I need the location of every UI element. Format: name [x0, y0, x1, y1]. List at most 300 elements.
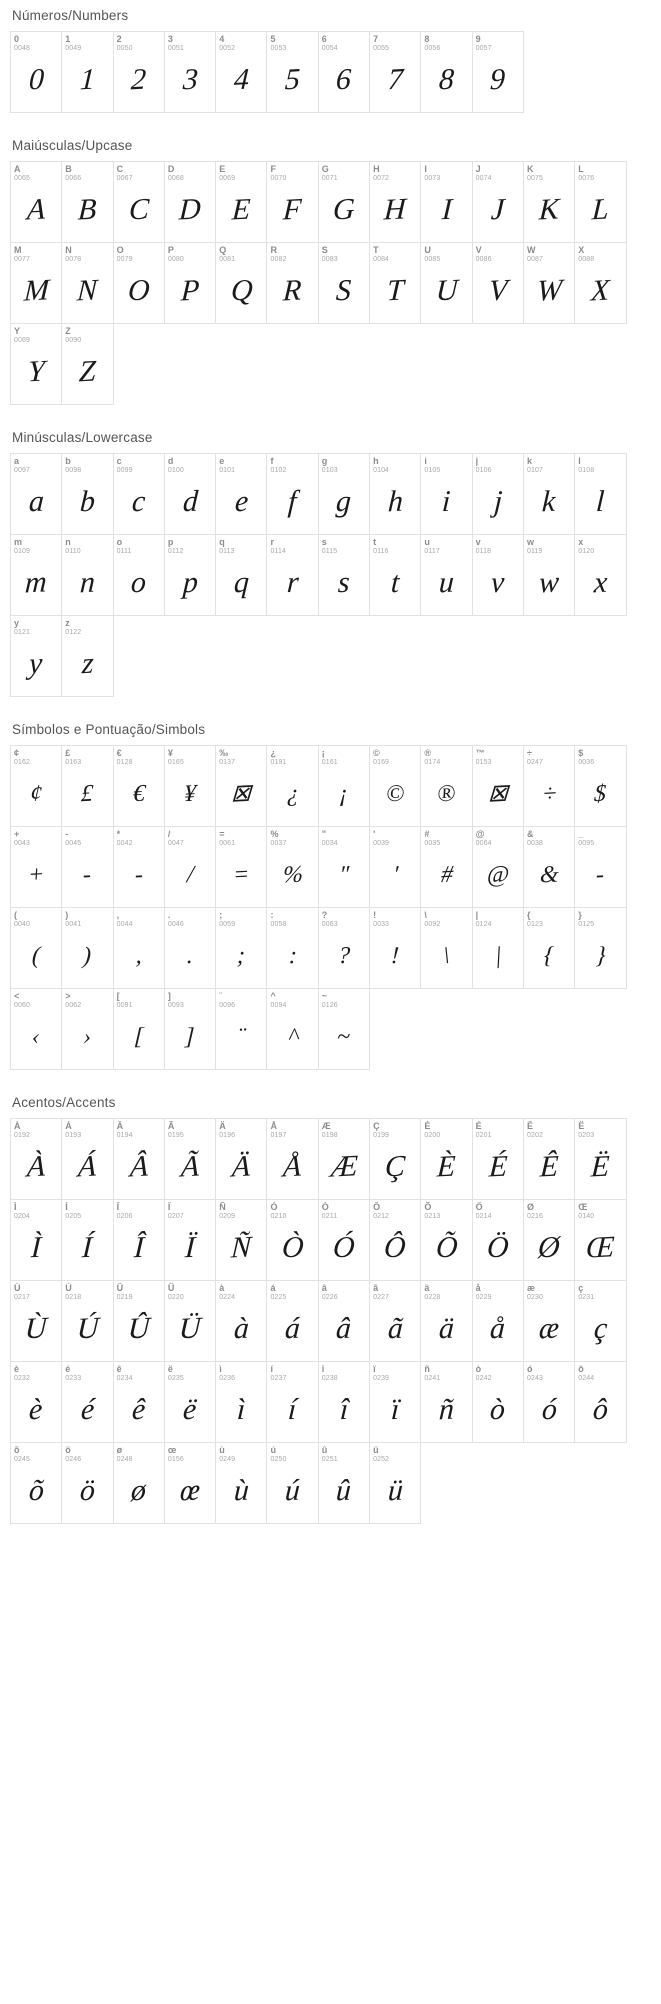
glyph-cell[interactable] — [523, 453, 575, 535]
glyph-preview: á — [284, 1311, 302, 1346]
glyph-char-label: ~ — [321, 991, 328, 1001]
glyph-preview: | — [493, 942, 502, 970]
glyph-cell-header — [267, 746, 317, 769]
glyph-cell-header — [473, 454, 523, 477]
glyph-cell[interactable] — [420, 534, 472, 616]
glyph-preview: Ô — [383, 1230, 408, 1265]
glyph-cell[interactable] — [10, 161, 62, 243]
glyph-cell[interactable] — [215, 745, 267, 827]
glyph-grid — [10, 1118, 638, 1523]
glyph-cell[interactable] — [113, 453, 165, 535]
glyph-cell[interactable] — [369, 534, 421, 616]
glyph-cell[interactable] — [215, 31, 267, 113]
glyph-cell[interactable] — [472, 1361, 524, 1443]
glyph-char-label: 6 — [321, 34, 327, 44]
glyph-cell-header — [319, 454, 369, 477]
glyph-cell[interactable] — [523, 745, 575, 827]
glyph-code-label: 0043 — [14, 840, 30, 847]
glyph-cell[interactable] — [266, 1280, 318, 1362]
glyph-cell[interactable] — [113, 988, 165, 1070]
glyph-cell[interactable] — [369, 1199, 421, 1281]
glyph-code-label: 0080 — [167, 256, 184, 263]
glyph-code-label: 0115 — [321, 548, 338, 555]
glyph-preview: ù — [232, 1473, 250, 1508]
glyph-char-label: h — [373, 456, 379, 466]
glyph-cell[interactable] — [574, 1199, 626, 1281]
glyph-char-label: ! — [373, 910, 377, 920]
glyph-cell[interactable] — [61, 453, 113, 535]
glyph-preview: Ö — [486, 1230, 510, 1265]
glyph-code-label: 0088 — [578, 256, 595, 263]
glyph-code-label: 0169 — [373, 759, 390, 766]
glyph-cell[interactable] — [523, 1361, 575, 1443]
glyph-cell[interactable] — [61, 907, 113, 989]
glyph-cell[interactable] — [266, 242, 318, 324]
glyph-cell-header — [524, 535, 574, 558]
glyph-cell[interactable] — [472, 826, 524, 908]
glyph-cell-header — [216, 32, 266, 55]
glyph-preview: a — [27, 484, 45, 519]
glyph-cell[interactable] — [420, 826, 472, 908]
glyph-cell[interactable] — [113, 534, 165, 616]
glyph-char-label: t — [373, 537, 377, 547]
glyph-preview: Í — [81, 1230, 94, 1265]
glyph-preview: ì — [236, 1392, 247, 1427]
glyph-preview: + — [27, 861, 45, 889]
section-title: Símbolos e Pontuação/Simbols — [12, 722, 206, 737]
glyph-cell[interactable] — [113, 1118, 165, 1200]
glyph-cell[interactable] — [266, 1118, 318, 1200]
glyph-code-label: 0121 — [14, 629, 30, 636]
glyph-cell[interactable] — [10, 323, 62, 405]
glyph-cell-header — [216, 162, 266, 185]
glyph-cell[interactable] — [523, 826, 575, 908]
glyph-cell[interactable] — [10, 988, 62, 1070]
glyph-cell-header — [370, 243, 420, 266]
glyph-char-label: k — [526, 456, 532, 466]
glyph-preview: k — [541, 484, 557, 519]
glyph-cell[interactable] — [164, 1280, 216, 1362]
glyph-cell[interactable] — [266, 31, 318, 113]
glyph-char-label: ú — [270, 1445, 276, 1455]
glyph-cell-header — [370, 827, 420, 850]
glyph-cell[interactable] — [113, 242, 165, 324]
glyph-cell[interactable] — [113, 31, 165, 113]
glyph-char-label: ê — [116, 1364, 122, 1374]
glyph-cell[interactable] — [164, 534, 216, 616]
glyph-code-label: 0033 — [373, 921, 390, 928]
glyph-cell-header — [473, 32, 523, 55]
glyph-cell[interactable] — [61, 1361, 113, 1443]
glyph-cell[interactable] — [266, 1361, 318, 1443]
glyph-cell[interactable] — [61, 615, 113, 697]
glyph-cell[interactable] — [318, 242, 370, 324]
glyph-cell[interactable] — [420, 161, 472, 243]
glyph-cell[interactable] — [164, 1199, 216, 1281]
glyph-cell[interactable] — [61, 323, 113, 405]
glyph-char-label: u — [424, 537, 430, 547]
glyph-code-label: 0227 — [373, 1294, 390, 1301]
glyph-char-label: Ç — [373, 1121, 380, 1131]
glyph-preview: £ — [80, 780, 95, 808]
glyph-cell-header — [267, 162, 317, 185]
glyph-preview: ‹ — [31, 1023, 41, 1051]
glyph-cell[interactable] — [113, 907, 165, 989]
glyph-cell-header — [473, 535, 523, 558]
glyph-cell[interactable] — [574, 1361, 626, 1443]
glyph-code-label: 0047 — [167, 840, 184, 847]
glyph-cell[interactable] — [472, 534, 524, 616]
glyph-cell-header — [114, 32, 164, 55]
glyph-cell[interactable] — [164, 1361, 216, 1443]
glyph-cell[interactable] — [61, 534, 113, 616]
glyph-code-label: 0065 — [14, 175, 30, 182]
glyph-char-label: q — [219, 537, 225, 547]
glyph-cell[interactable] — [318, 1118, 370, 1200]
glyph-cell[interactable] — [10, 453, 62, 535]
glyph-cell-header — [114, 989, 164, 1012]
glyph-code-label: 0252 — [373, 1456, 390, 1463]
glyph-cell[interactable] — [523, 534, 575, 616]
glyph-preview: s — [337, 565, 351, 600]
glyph-cell[interactable] — [420, 907, 472, 989]
glyph-preview: = — [232, 861, 251, 889]
glyph-code-label: 0231 — [578, 1294, 595, 1301]
glyph-cell[interactable] — [266, 1199, 318, 1281]
glyph-cell[interactable] — [472, 1118, 524, 1200]
glyph-cell[interactable] — [574, 745, 626, 827]
glyph-code-label: 0089 — [14, 337, 30, 344]
glyph-preview: ~ — [336, 1023, 352, 1051]
glyph-char-label: 8 — [424, 34, 430, 44]
glyph-cell[interactable] — [318, 1442, 370, 1524]
glyph-cell[interactable] — [369, 826, 421, 908]
glyph-cell[interactable] — [574, 1118, 626, 1200]
glyph-cell[interactable] — [472, 745, 524, 827]
glyph-cell[interactable] — [61, 1280, 113, 1362]
glyph-cell[interactable] — [266, 161, 318, 243]
glyph-char-label: p — [167, 537, 174, 547]
glyph-cell[interactable] — [369, 1118, 421, 1200]
glyph-char-label: T — [373, 245, 379, 255]
glyph-char-label: Ü — [167, 1283, 175, 1293]
glyph-code-label: 0248 — [116, 1456, 133, 1463]
glyph-cell[interactable] — [10, 745, 62, 827]
glyph-cell-header — [11, 324, 61, 347]
glyph-cell-header — [319, 1362, 369, 1385]
glyph-cell[interactable] — [61, 242, 113, 324]
glyph-cell[interactable] — [266, 453, 318, 535]
glyph-cell[interactable] — [164, 31, 216, 113]
glyph-cell[interactable] — [472, 907, 524, 989]
glyph-cell[interactable] — [369, 1442, 421, 1524]
glyph-preview: ú — [284, 1473, 302, 1508]
glyph-code-label: 0071 — [321, 175, 338, 182]
glyph-cell-header — [216, 1281, 266, 1304]
glyph-code-label: 0058 — [270, 921, 287, 928]
glyph-cell[interactable] — [164, 988, 216, 1070]
glyph-char-label: 0 — [14, 34, 20, 44]
glyph-code-label: 0081 — [219, 256, 236, 263]
glyph-preview: % — [281, 861, 304, 889]
glyph-cell-header — [165, 827, 215, 850]
glyph-cell[interactable] — [523, 1199, 575, 1281]
glyph-cell[interactable] — [215, 161, 267, 243]
glyph-cell[interactable] — [318, 745, 370, 827]
glyph-cell[interactable] — [318, 161, 370, 243]
glyph-cell[interactable] — [318, 31, 370, 113]
glyph-cell[interactable] — [215, 826, 267, 908]
glyph-preview: V — [487, 273, 508, 308]
glyph-cell[interactable] — [420, 745, 472, 827]
glyph-cell[interactable] — [61, 31, 113, 113]
glyph-cell[interactable] — [574, 1280, 626, 1362]
glyph-cell[interactable] — [164, 1118, 216, 1200]
glyph-code-label: 0077 — [14, 256, 30, 263]
glyph-cell[interactable] — [472, 161, 524, 243]
glyph-cell[interactable] — [164, 745, 216, 827]
glyph-char-label: @ — [475, 829, 485, 839]
glyph-cell[interactable] — [215, 907, 267, 989]
glyph-code-label: 0113 — [219, 548, 235, 555]
glyph-char-label: $ — [578, 748, 584, 758]
glyph-cell[interactable] — [574, 534, 626, 616]
glyph-code-label: 0111 — [116, 548, 132, 555]
glyph-char-label: ä — [424, 1283, 430, 1293]
glyph-cell[interactable] — [113, 1199, 165, 1281]
glyph-cell[interactable] — [369, 745, 421, 827]
glyph-cell[interactable] — [369, 242, 421, 324]
section-title: Acentos/Accents — [12, 1095, 116, 1110]
glyph-code-label: 0120 — [578, 548, 595, 555]
glyph-cell[interactable] — [472, 453, 524, 535]
glyph-cell[interactable] — [472, 1280, 524, 1362]
glyph-cell[interactable] — [215, 1118, 267, 1200]
glyph-cell[interactable] — [472, 242, 524, 324]
glyph-cell[interactable] — [420, 1199, 472, 1281]
glyph-cell[interactable] — [266, 745, 318, 827]
glyph-cell[interactable] — [215, 534, 267, 616]
glyph-preview: Å — [282, 1149, 303, 1184]
glyph-preview: Â — [128, 1149, 149, 1184]
glyph-cell[interactable] — [10, 615, 62, 697]
glyph-cell-header — [62, 1362, 112, 1385]
glyph-cell[interactable] — [215, 1199, 267, 1281]
glyph-cell[interactable] — [10, 1442, 62, 1524]
glyph-preview: Ä — [231, 1149, 252, 1184]
glyph-char-label: ® — [424, 748, 432, 758]
glyph-preview: œ — [179, 1473, 201, 1508]
glyph-cell[interactable] — [215, 1442, 267, 1524]
glyph-cell[interactable] — [215, 988, 267, 1070]
glyph-code-label: 0218 — [65, 1294, 82, 1301]
glyph-cell[interactable] — [113, 161, 165, 243]
glyph-cell[interactable] — [10, 31, 62, 113]
glyph-cell[interactable] — [318, 988, 370, 1070]
glyph-cell[interactable] — [61, 826, 113, 908]
glyph-cell[interactable] — [266, 534, 318, 616]
glyph-code-label: 0118 — [475, 548, 492, 555]
glyph-cell[interactable] — [472, 1199, 524, 1281]
glyph-cell[interactable] — [266, 826, 318, 908]
glyph-cell[interactable] — [369, 907, 421, 989]
glyph-cell[interactable] — [420, 31, 472, 113]
glyph-cell-header — [421, 535, 471, 558]
glyph-cell[interactable] — [10, 1361, 62, 1443]
glyph-cell[interactable] — [10, 242, 62, 324]
glyph-cell[interactable] — [420, 1361, 472, 1443]
glyph-preview: ? — [337, 942, 351, 970]
glyph-cell-header — [114, 746, 164, 769]
glyph-cell-header — [267, 1119, 317, 1142]
glyph-char-label: * — [116, 829, 121, 839]
glyph-cell[interactable] — [215, 1280, 267, 1362]
glyph-cell-header — [473, 162, 523, 185]
glyph-preview: ¡ — [338, 780, 350, 808]
glyph-cell[interactable] — [318, 1361, 370, 1443]
glyph-cell-header — [62, 908, 112, 931]
glyph-preview: Î — [132, 1230, 145, 1265]
glyph-cell[interactable] — [113, 1442, 165, 1524]
glyph-char-label: r — [270, 537, 274, 547]
glyph-cell[interactable] — [113, 1280, 165, 1362]
glyph-cell-header — [114, 1119, 164, 1142]
glyph-cell[interactable] — [574, 826, 626, 908]
glyph-cell[interactable] — [10, 1280, 62, 1362]
glyph-code-label: 0034 — [321, 840, 338, 847]
glyph-cell[interactable] — [61, 161, 113, 243]
glyph-cell[interactable] — [318, 907, 370, 989]
glyph-cell[interactable] — [523, 907, 575, 989]
glyph-preview: ¢ — [29, 780, 43, 808]
glyph-section — [0, 130, 661, 404]
glyph-code-label: 0124 — [475, 921, 492, 928]
glyph-cell[interactable] — [472, 31, 524, 113]
glyph-cell[interactable] — [420, 453, 472, 535]
glyph-preview: Z — [78, 354, 97, 389]
glyph-cell[interactable] — [164, 1442, 216, 1524]
glyph-preview: g — [335, 484, 353, 519]
glyph-cell[interactable] — [61, 1118, 113, 1200]
glyph-code-label: 0242 — [475, 1375, 492, 1382]
glyph-cell[interactable] — [574, 453, 626, 535]
glyph-cell[interactable] — [318, 1199, 370, 1281]
glyph-cell[interactable] — [369, 1361, 421, 1443]
glyph-cell[interactable] — [420, 1118, 472, 1200]
glyph-preview: 6 — [335, 62, 353, 97]
glyph-cell[interactable] — [164, 826, 216, 908]
glyph-char-label: U — [424, 245, 431, 255]
glyph-cell[interactable] — [369, 161, 421, 243]
glyph-code-label: 0235 — [167, 1375, 184, 1382]
glyph-cell[interactable] — [369, 1280, 421, 1362]
glyph-cell[interactable] — [10, 1199, 62, 1281]
glyph-cell[interactable] — [420, 242, 472, 324]
glyph-cell[interactable] — [523, 1118, 575, 1200]
glyph-cell[interactable] — [164, 453, 216, 535]
glyph-cell[interactable] — [215, 453, 267, 535]
glyph-char-label: ó — [526, 1364, 533, 1374]
glyph-cell-header — [267, 827, 317, 850]
glyph-char-label: ñ — [424, 1364, 430, 1374]
glyph-cell[interactable] — [61, 988, 113, 1070]
glyph-code-label: 0092 — [424, 921, 441, 928]
glyph-cell[interactable] — [164, 907, 216, 989]
glyph-char-label: Ë — [578, 1121, 585, 1131]
glyph-cell[interactable] — [574, 242, 626, 324]
glyph-cell[interactable] — [266, 907, 318, 989]
glyph-cell-header — [421, 1119, 471, 1142]
glyph-cell-header — [165, 454, 215, 477]
glyph-code-label: 0066 — [65, 175, 82, 182]
glyph-cell[interactable] — [523, 161, 575, 243]
glyph-code-label: 0126 — [321, 1002, 338, 1009]
glyph-char-label: Q — [219, 245, 227, 255]
glyph-cell-header — [114, 1200, 164, 1223]
glyph-code-label: 0198 — [321, 1132, 338, 1139]
glyph-cell[interactable] — [10, 534, 62, 616]
glyph-code-label: 0232 — [14, 1375, 30, 1382]
glyph-cell[interactable] — [318, 534, 370, 616]
glyph-section — [0, 1087, 661, 1523]
glyph-cell-header — [524, 1281, 574, 1304]
glyph-cell[interactable] — [10, 1118, 62, 1200]
glyph-cell[interactable] — [369, 453, 421, 535]
glyph-cell[interactable] — [369, 31, 421, 113]
glyph-cell-header — [114, 243, 164, 266]
glyph-cell[interactable] — [266, 1442, 318, 1524]
glyph-cell[interactable] — [574, 907, 626, 989]
glyph-code-label: 0044 — [116, 921, 133, 928]
glyph-cell[interactable] — [10, 907, 62, 989]
glyph-cell[interactable] — [318, 453, 370, 535]
glyph-char-label: m — [14, 537, 23, 547]
glyph-cell[interactable] — [113, 826, 165, 908]
glyph-preview: p — [181, 565, 199, 600]
glyph-cell[interactable] — [61, 745, 113, 827]
glyph-cell[interactable] — [113, 1361, 165, 1443]
glyph-preview: Ó — [332, 1230, 356, 1265]
glyph-preview: Ì — [30, 1230, 43, 1265]
glyph-cell[interactable] — [61, 1199, 113, 1281]
glyph-preview: ï — [390, 1392, 401, 1427]
glyph-cell[interactable] — [574, 161, 626, 243]
glyph-cell[interactable] — [523, 1280, 575, 1362]
glyph-cell[interactable] — [164, 242, 216, 324]
glyph-cell[interactable] — [420, 1280, 472, 1362]
glyph-code-label: 0119 — [526, 548, 543, 555]
glyph-cell[interactable] — [318, 1280, 370, 1362]
glyph-cell[interactable] — [215, 1361, 267, 1443]
glyph-cell[interactable] — [113, 745, 165, 827]
glyph-cell[interactable] — [164, 161, 216, 243]
glyph-char-label: : — [270, 910, 274, 920]
glyph-char-label: ™ — [475, 748, 485, 758]
glyph-cell[interactable] — [215, 242, 267, 324]
glyph-char-label: ï — [373, 1364, 376, 1374]
glyph-code-label: 0068 — [167, 175, 184, 182]
glyph-cell[interactable] — [10, 826, 62, 908]
glyph-cell-header — [165, 1200, 215, 1223]
glyph-char-label: Æ — [321, 1121, 331, 1131]
glyph-char-label: H — [373, 164, 380, 174]
glyph-cell[interactable] — [318, 826, 370, 908]
glyph-cell[interactable] — [61, 1442, 113, 1524]
glyph-char-label: < — [14, 991, 20, 1001]
glyph-preview: J — [490, 192, 506, 227]
glyph-cell[interactable] — [523, 242, 575, 324]
glyph-cell[interactable] — [266, 988, 318, 1070]
